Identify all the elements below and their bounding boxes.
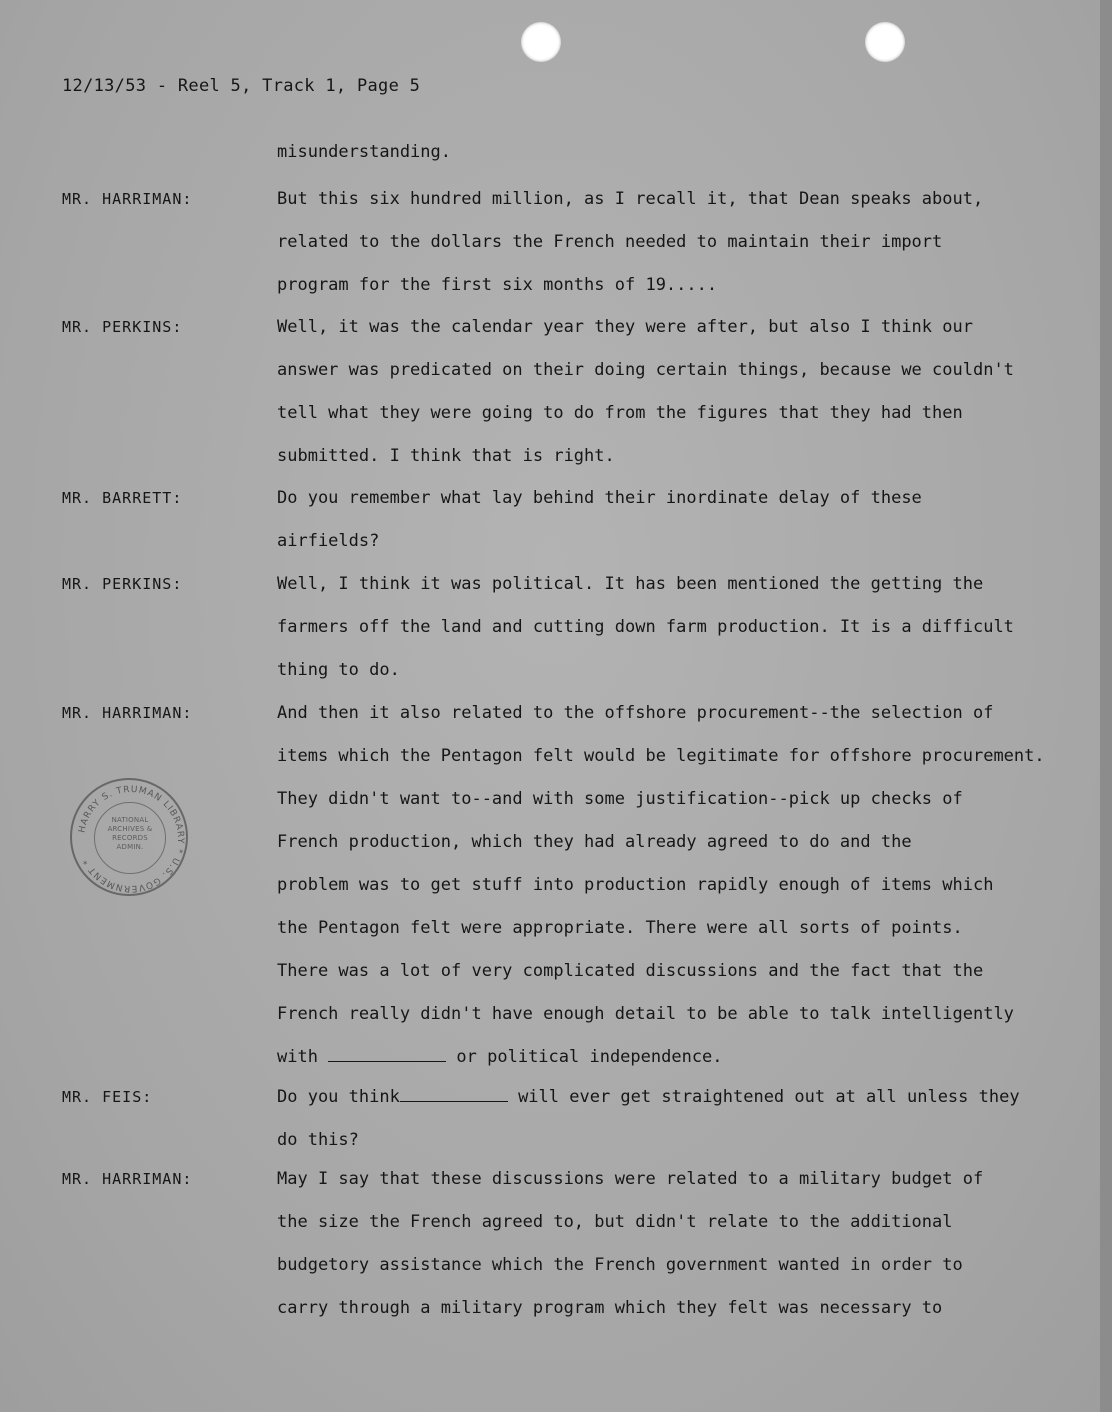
continuation-text: misunderstanding. bbox=[277, 142, 451, 162]
speech-line: May I say that these discussions were related to a military budget of bbox=[277, 1169, 984, 1189]
blank-line-before: with bbox=[277, 1047, 329, 1067]
speech-line: They didn't want to--and with some justification--pick up checks of bbox=[277, 789, 963, 809]
speaker-label: MR. PERKINS: bbox=[62, 318, 183, 336]
speech-line: carry through a military program which they felt was necessary to bbox=[277, 1298, 943, 1318]
speech-line: answer was predicated on their doing certain things, because we couldn't bbox=[277, 360, 1014, 380]
speech-text bbox=[277, 563, 1067, 692]
speaker-label: MR. HARRIMAN: bbox=[62, 704, 193, 722]
speech-line: There was a lot of very complicated discussions and the fact that the bbox=[277, 961, 984, 981]
speech-line bbox=[277, 1076, 1067, 1119]
speaker-label: MR. PERKINS: bbox=[62, 575, 183, 593]
speech-line: French really didn't have enough detail to be able to talk intelligently bbox=[277, 1004, 1014, 1024]
speaker-label: MR. HARRIMAN: bbox=[62, 1170, 193, 1188]
speech-line: tell what they were going to do from the figures that they had then bbox=[277, 403, 963, 423]
stamp-line: RECORDS bbox=[112, 834, 148, 842]
speech-text bbox=[277, 1076, 1067, 1162]
speech-text bbox=[277, 178, 1067, 307]
speech-text bbox=[277, 477, 1067, 563]
speech-line: program for the first six months of 19..... bbox=[277, 275, 718, 295]
speech-line: do this? bbox=[277, 1130, 359, 1150]
speech-line bbox=[277, 1036, 1067, 1079]
speech-line: related to the dollars the French needed to maintain their import bbox=[277, 232, 943, 252]
speech-line: Well, it was the calendar year they were after, but also I think our bbox=[277, 317, 973, 337]
archive-stamp bbox=[70, 778, 188, 896]
stamp-center-text bbox=[94, 816, 166, 852]
speech-line: Well, I think it was political. It has been mentioned the getting the bbox=[277, 574, 984, 594]
speaker-label: MR. BARRETT: bbox=[62, 489, 183, 507]
speech-line: airfields? bbox=[277, 531, 380, 551]
speech-text bbox=[277, 692, 1067, 1079]
speech-line: Do you remember what lay behind their inordinate delay of these bbox=[277, 488, 922, 508]
speech-line: items which the Pentagon felt would be legitimate for offshore procurement. bbox=[277, 746, 1045, 766]
speech-text bbox=[277, 306, 1067, 478]
speech-line: French production, which they had already agreed to do and the bbox=[277, 832, 912, 852]
speech-line: problem was to get stuff into production rapidly enough of items which bbox=[277, 875, 994, 895]
stamp-line: ARCHIVES & bbox=[107, 825, 153, 833]
speech-line: budgetory assistance which the French government wanted in order to bbox=[277, 1255, 963, 1275]
speech-line: submitted. I think that is right. bbox=[277, 446, 615, 466]
page-header: 12/13/53 - Reel 5, Track 1, Page 5 bbox=[62, 76, 421, 96]
fill-in-blank bbox=[328, 1049, 446, 1062]
speech-line: And then it also related to the offshore procurement--the selection of bbox=[277, 703, 994, 723]
speech-line: the size the French agreed to, but didn't relate to the additional bbox=[277, 1212, 953, 1232]
blank-line-after: or political independence. bbox=[446, 1047, 723, 1067]
speech-text bbox=[277, 1158, 1067, 1330]
speaker-label: MR. FEIS: bbox=[62, 1088, 153, 1106]
blank-line-after: will ever get straightened out at all unless they bbox=[507, 1087, 1020, 1107]
speech-line: But this six hundred million, as I recall it, that Dean speaks about, bbox=[277, 189, 984, 209]
punch-hole-left bbox=[521, 22, 561, 62]
speech-line: the Pentagon felt were appropriate. There were all sorts of points. bbox=[277, 918, 963, 938]
speaker-label: MR. HARRIMAN: bbox=[62, 190, 193, 208]
stamp-line: NATIONAL bbox=[111, 816, 149, 824]
speech-line: thing to do. bbox=[277, 660, 400, 680]
stamp-line: ADMIN. bbox=[116, 843, 144, 851]
stamp-outer-text: HARRY S. TRUMAN LIBRARY * U.S. GOVERNMENT * bbox=[77, 784, 186, 894]
blank-line-before: Do you think bbox=[277, 1087, 400, 1107]
punch-hole-right bbox=[865, 22, 905, 62]
speech-line: farmers off the land and cutting down farm production. It is a difficult bbox=[277, 617, 1014, 637]
fill-in-blank bbox=[400, 1089, 508, 1102]
